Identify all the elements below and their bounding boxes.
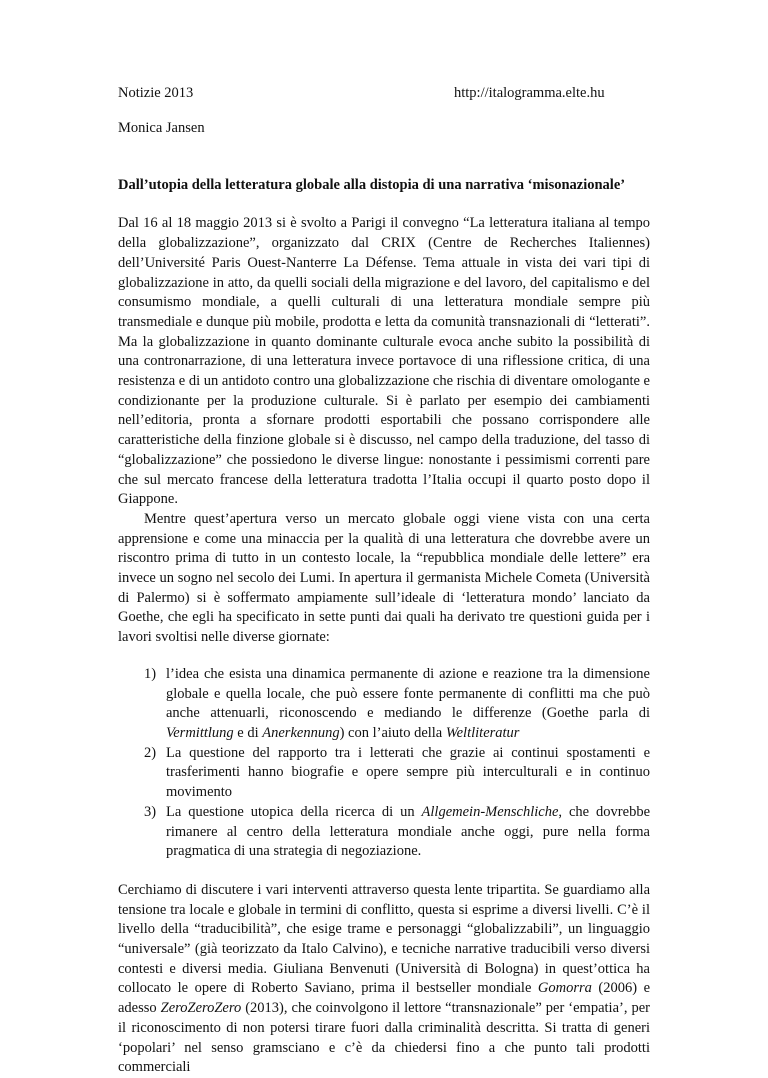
list-item: 3) La questione utopica della ricerca di un Allgemein-Menschliche, che dovrebbe rimanere al centro della letteratura mondiale anche oggi, pure nella forma pragmatica di una strategia di negoziazione. (144, 803, 651, 860)
header-source: Notizie 2013 (118, 85, 194, 101)
italic-title: Gomorra (537, 980, 592, 997)
paragraph-2: Mentre quest’apertura verso un mercato globale oggi viene vista con una certa apprensione e come una minaccia per la qualità di una letteratura che dovrebbe avere un riscontro prima di tutto in un contesto locale, la “repubblica mondiale delle lettere” era invece un sogno nel secolo dei Lumi. In apertura il germanista Michele Cometa (Università di Palermo) si è soffermato ampiamente sull’ideale di ‘letteratura mondo’ lanciato da Goethe, che egli ha specificato in sette punti dai quali ha derivato tre questioni guida per i lavori svoltisi nelle diverse giornate: (118, 510, 650, 646)
list-number: 1) (144, 665, 157, 682)
italic-term: Anerkennung (262, 724, 340, 741)
page-header (118, 84, 650, 104)
document-page (118, 84, 650, 1078)
author-name: Monica Jansen (118, 120, 205, 136)
paragraph-1: Dal 16 al 18 maggio 2013 si è svolto a Parigi il convegno “La letteratura italiana al tempo della globalizzazione”, organizzato dal CRIX (Centre de Recherches Italiennes) dell’Université Paris Ouest-Nanterre La Défense. Tema attuale in vista dei vari tipi di globalizzazione in atto, da quelli sociali della migrazione e del lavoro, del capitalismo e del consumismo mondiale, a quelli culturali di una letteratura mondiale sempre più transmediale e dunque più mobile, prodotta e letta da comunità transnazionali di “letterati”. Ma la globalizzazione in quanto dominante culturale evoca anche subito la possibilità di una contronarrazione, di una letteratura invece portavoce di una riflessione critica, di una resistenza e di un antidoto contro una globalizzazione che rischia di diventare omologante e condizionante per la produzione culturale. Si è parlato per esempio dei cambiamenti nell’editoria, pronta a sfornare prodotti esportabili che possano corrispondere alle caratteristiche della finzione globale si è discusso, nel campo della traduzione, del tasso di “globalizzazione” che possiedono le diverse lingue: nonostante i pessimismi correnti pare che sul mercato francese della letteratura tradotta l’Italia occupi il quarto posto dopo il Giappone. (118, 215, 650, 508)
list-number: 2) (144, 744, 157, 761)
list-item: 2) La questione del rapporto tra i letterati che grazie ai continui spostamenti e trasferimenti hanno biografie e opere sempre più interculturali e in continuo movimento (144, 744, 650, 801)
list-number: 3) (144, 803, 157, 820)
italic-title: ZeroZeroZero (160, 1000, 242, 1017)
italic-term: Weltliteratur (445, 724, 520, 741)
italic-term: Vermittlung (166, 724, 234, 741)
italic-term: Allgemein-Menschliche (421, 803, 559, 820)
guiding-questions-list (118, 665, 650, 862)
list-item: 1) l’idea che esista una dinamica permanente di azione e reazione tra la dimensione globale e quella locale, che può essere fonte permanente di conflitti ma che può anche attenuarli, riconoscendo e mediando le differenze (Goethe parla di Vermittlung e di Anerkennung) con l’aiuto della Weltliteratur (144, 665, 650, 741)
paragraph-3: Cerchiamo di discutere i vari interventi attraverso questa lente tripartita. Se guardiamo alla tensione tra locale e globale in termini di conflitto, questa si esprime a diversi livelli. C’è il livello della “traducibilità”, che esige trame e personaggi “globalizzabili”, un linguaggio “universale” (già teorizzato da Italo Calvino), e tecniche narrative traducibili verso diversi contesti e diversi media. Giuliana Benvenuti (Università di Bologna) in quest’ottica ha collocato le opere di Roberto Saviano, prima il bestseller mondiale Gomorra (2006) e adesso ZeroZeroZero (2013), che coinvolgono il lettore “transnazionale” per ‘empatia’, per il riconoscimento di non potersi tirare fuori dalla criminalità descritta. Si tratta di generi ‘popolari’ nel senso gramsciano e c’è da chiedersi fino a che punto tali prodotti commerciali (118, 881, 650, 1076)
header-url: http://italogramma.elte.hu (454, 85, 605, 101)
article-title: Dall’utopia della letteratura globale alla distopia di una narrativa ‘misonazionale’ (118, 176, 626, 193)
